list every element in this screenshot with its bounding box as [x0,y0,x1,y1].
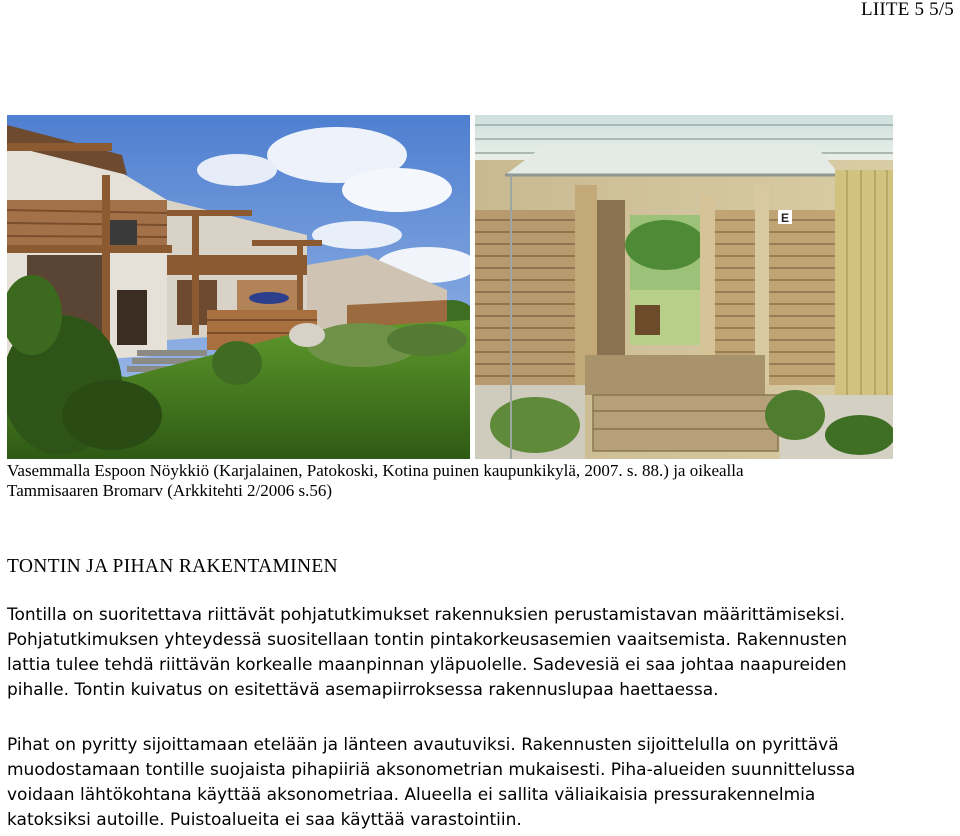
photo-row-houses [7,115,470,459]
entrance-sign: E [780,211,790,225]
page-header-label: LIITE 5 5/5 [861,0,954,20]
photo-entrance-icon [475,115,893,459]
section-heading: TONTIN JA PIHAN RAKENTAMINEN [7,556,338,577]
photo-entrance [475,115,893,459]
paragraph-line: muodostamaan tontille suojaista pihapiiriä aksonometrian mukaisesti. Piha-alueiden suunnittelussa [7,760,856,780]
photo-row-houses-icon [7,115,470,459]
paragraph-line: voidaan lähtökohtana käyttää aksonometriaa. Alueella ei sallita väliaikaisia pressurakennelmia [7,785,816,805]
photo-caption [7,461,947,501]
paragraph-site-investigation [7,603,847,703]
paragraph-yards [7,733,855,833]
paragraph-line: Tontilla on suoritettava riittävät pohjatutkimukset rakennuksien perustamistavan määrittämiseksi. [7,605,846,625]
paragraph-line: Pihat on pyritty sijoittamaan etelään ja länteen avautuviksi. Rakennusten sijoittelulla on pyrittävä [7,735,839,755]
paragraph-line: katoksiksi autoille. Puistoalueita ei saa käyttää varastointiin. [7,810,522,830]
caption-line: Vasemmalla Espoon Nöykkiö (Karjalainen, Patokoski, Kotina puinen kaupunkikylä, 2007. s. 88.) ja oikealla [7,461,744,480]
paragraph-line: lattia tulee tehdä riittävän korkealle maanpinnan yläpuolelle. Sadevesiä ei saa johtaa naapureiden [7,655,847,675]
paragraph-line: pihalle. Tontin kuivatus on esitettävä asemapiirroksessa rakennuslupaa haettaessa. [7,680,719,700]
paragraph-line: Pohjatutkimuksen yhteydessä suositellaan tontin pintakorkeusasemien vaaitsemista. Rakennusten [7,630,847,650]
caption-line: Tammisaaren Bromarv (Arkkitehti 2/2006 s.56) [7,481,333,500]
